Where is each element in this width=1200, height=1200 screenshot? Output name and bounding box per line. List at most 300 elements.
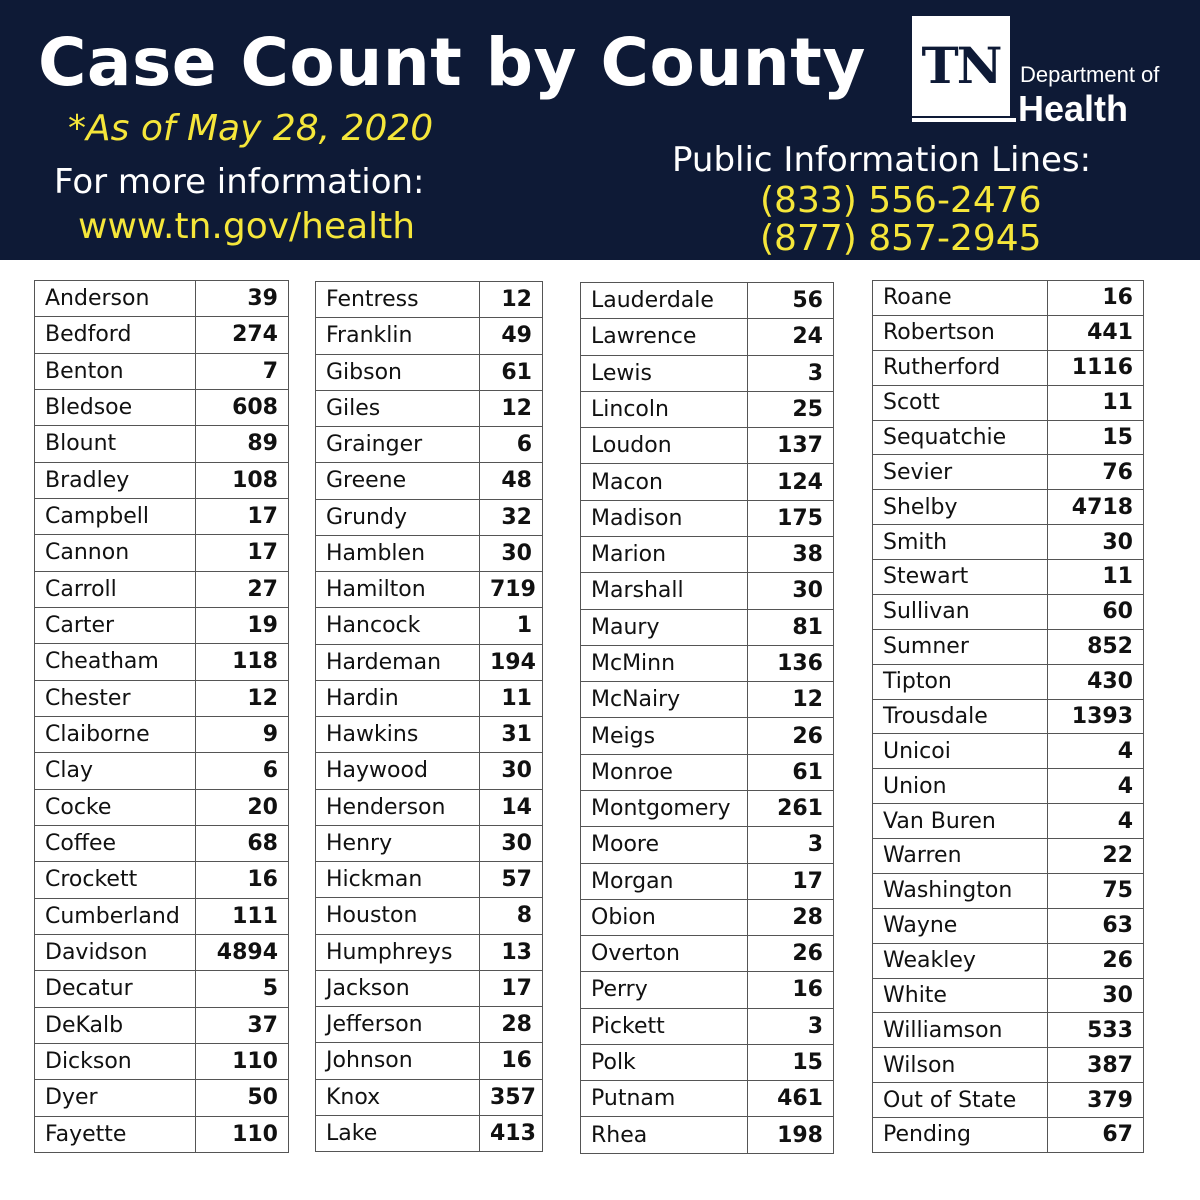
- table-row: [581, 464, 834, 500]
- table-row: [873, 1118, 1144, 1153]
- county-name: Dyer: [35, 1080, 196, 1116]
- county-name: Smith: [873, 525, 1048, 560]
- case-count: 3: [748, 827, 834, 863]
- case-count: 13: [480, 934, 543, 970]
- table-row: [581, 936, 834, 972]
- case-count: 27: [196, 571, 289, 607]
- county-name: Madison: [581, 500, 748, 536]
- table-row: [581, 609, 834, 645]
- case-count: 17: [196, 498, 289, 534]
- county-name: Hamilton: [316, 572, 480, 608]
- county-name: Lauderdale: [581, 283, 748, 319]
- county-name: Houston: [316, 898, 480, 934]
- county-name: Hamblen: [316, 535, 480, 571]
- case-count: 30: [480, 753, 543, 789]
- case-count: 12: [480, 390, 543, 426]
- case-count: 533: [1048, 1013, 1144, 1048]
- case-count: 26: [748, 718, 834, 754]
- county-name: Putnam: [581, 1081, 748, 1117]
- case-count: 81: [748, 609, 834, 645]
- case-count: 1: [480, 608, 543, 644]
- case-count: 110: [196, 1043, 289, 1079]
- county-name: Haywood: [316, 753, 480, 789]
- county-name: Macon: [581, 464, 748, 500]
- table-row: [581, 827, 834, 863]
- table-row: [316, 680, 543, 716]
- table-row: [35, 353, 289, 389]
- table-row: [316, 644, 543, 680]
- county-name: Bedford: [35, 317, 196, 353]
- county-name: Gibson: [316, 354, 480, 390]
- table-row: [873, 525, 1144, 560]
- logo-underline: [912, 118, 1016, 122]
- county-name: Lewis: [581, 355, 748, 391]
- case-count: 60: [1048, 594, 1144, 629]
- table-row: [316, 572, 543, 608]
- table-row: [581, 391, 834, 427]
- case-count: 17: [480, 970, 543, 1006]
- case-count: 28: [748, 899, 834, 935]
- county-name: Bradley: [35, 462, 196, 498]
- county-name: Warren: [873, 839, 1048, 874]
- table-row: [35, 789, 289, 825]
- table-row: [35, 753, 289, 789]
- table-row: [873, 873, 1144, 908]
- county-name: Clay: [35, 753, 196, 789]
- county-name: Wayne: [873, 908, 1048, 943]
- table-row: [35, 898, 289, 934]
- case-count: 124: [748, 464, 834, 500]
- table-row: [581, 682, 834, 718]
- case-count: 24: [748, 319, 834, 355]
- table-row: [35, 680, 289, 716]
- table-row: [873, 769, 1144, 804]
- case-count: 48: [480, 463, 543, 499]
- table-row: [873, 1013, 1144, 1048]
- county-name: White: [873, 978, 1048, 1013]
- case-count: 274: [196, 317, 289, 353]
- county-name: Pending: [873, 1118, 1048, 1153]
- health-label: Health: [1018, 88, 1129, 129]
- county-name: DeKalb: [35, 1007, 196, 1043]
- county-name: Sequatchie: [873, 420, 1048, 455]
- county-name: Loudon: [581, 428, 748, 464]
- table-row: [581, 428, 834, 464]
- case-count: 3: [748, 355, 834, 391]
- table-row: [35, 644, 289, 680]
- table-row: [873, 699, 1144, 734]
- county-name: Van Buren: [873, 804, 1048, 839]
- table-row: [873, 804, 1144, 839]
- case-count: 461: [748, 1081, 834, 1117]
- county-name: Benton: [35, 353, 196, 389]
- case-count: 9: [196, 716, 289, 752]
- county-name: Jackson: [316, 970, 480, 1006]
- phone-number-1[interactable]: (833) 556-2476: [760, 180, 1042, 221]
- case-count: 198: [748, 1117, 834, 1153]
- table-row: [873, 594, 1144, 629]
- county-name: Sumner: [873, 629, 1048, 664]
- table-row: [35, 462, 289, 498]
- table-row: [873, 978, 1144, 1013]
- table-row: [873, 490, 1144, 525]
- county-name: Shelby: [873, 490, 1048, 525]
- county-name: Henderson: [316, 789, 480, 825]
- case-count: 68: [196, 825, 289, 861]
- table-row: [581, 1008, 834, 1044]
- county-table-2: [315, 281, 543, 1152]
- county-name: Giles: [316, 390, 480, 426]
- table-row: [581, 972, 834, 1008]
- county-name: Lawrence: [581, 319, 748, 355]
- table-row: [873, 734, 1144, 769]
- table-row: [581, 790, 834, 826]
- county-name: Hancock: [316, 608, 480, 644]
- case-count: 852: [1048, 629, 1144, 664]
- table-row: [35, 317, 289, 353]
- case-count: 39: [196, 281, 289, 317]
- county-table-3: [580, 282, 834, 1154]
- county-name: Hardin: [316, 680, 480, 716]
- case-count: 4718: [1048, 490, 1144, 525]
- case-count: 175: [748, 500, 834, 536]
- table-row: [873, 664, 1144, 699]
- county-name: Moore: [581, 827, 748, 863]
- case-count: 111: [196, 898, 289, 934]
- table-row: [316, 898, 543, 934]
- county-name: Perry: [581, 972, 748, 1008]
- case-count: 56: [748, 283, 834, 319]
- table-row: [316, 354, 543, 390]
- case-count: 15: [1048, 420, 1144, 455]
- table-row: [316, 318, 543, 354]
- county-name: Franklin: [316, 318, 480, 354]
- case-count: 261: [748, 790, 834, 826]
- case-count: 6: [480, 427, 543, 463]
- table-row: [35, 1080, 289, 1116]
- table-row: [873, 560, 1144, 595]
- case-count: 15: [748, 1044, 834, 1080]
- tn-logo-icon: [912, 16, 1010, 116]
- table-row: [316, 753, 543, 789]
- county-name: Obion: [581, 899, 748, 935]
- case-count: 11: [1048, 560, 1144, 595]
- case-count: 5: [196, 971, 289, 1007]
- case-count: 38: [748, 536, 834, 572]
- table-row: [581, 1117, 834, 1153]
- case-count: 4: [1048, 804, 1144, 839]
- case-count: 16: [748, 972, 834, 1008]
- case-count: 8: [480, 898, 543, 934]
- table-row: [581, 319, 834, 355]
- table-row: [316, 282, 543, 318]
- table-row: [316, 608, 543, 644]
- county-name: Weakley: [873, 943, 1048, 978]
- case-count: 108: [196, 462, 289, 498]
- case-count: 17: [748, 863, 834, 899]
- case-count: 32: [480, 499, 543, 535]
- case-count: 16: [1048, 281, 1144, 316]
- table-row: [581, 1081, 834, 1117]
- county-name: Tipton: [873, 664, 1048, 699]
- county-name: Pickett: [581, 1008, 748, 1044]
- table-row: [873, 420, 1144, 455]
- public-info-label: Public Information Lines:: [672, 140, 1092, 180]
- county-name: Coffee: [35, 825, 196, 861]
- county-name: Humphreys: [316, 934, 480, 970]
- table-row: [35, 825, 289, 861]
- county-name: Robertson: [873, 315, 1048, 350]
- table-row: [35, 934, 289, 970]
- table-row: [316, 1007, 543, 1043]
- county-name: Marion: [581, 536, 748, 572]
- header-banner: [0, 0, 1200, 260]
- website-link[interactable]: www.tn.gov/health: [78, 206, 416, 247]
- county-name: Unicoi: [873, 734, 1048, 769]
- case-count: 76: [1048, 455, 1144, 490]
- table-row: [873, 908, 1144, 943]
- table-row: [35, 498, 289, 534]
- table-row: [581, 899, 834, 935]
- table-row: [35, 535, 289, 571]
- case-count: 28: [480, 1007, 543, 1043]
- case-count: 4: [1048, 734, 1144, 769]
- case-count: 75: [1048, 873, 1144, 908]
- county-name: Union: [873, 769, 1048, 804]
- table-row: [873, 281, 1144, 316]
- table-row: [316, 717, 543, 753]
- county-name: Blount: [35, 426, 196, 462]
- county-name: Lake: [316, 1115, 480, 1151]
- case-count: 413: [480, 1115, 543, 1151]
- case-count: 16: [480, 1043, 543, 1079]
- county-name: Trousdale: [873, 699, 1048, 734]
- table-row: [873, 455, 1144, 490]
- county-name: Lincoln: [581, 391, 748, 427]
- case-count: 61: [480, 354, 543, 390]
- county-name: Sevier: [873, 455, 1048, 490]
- phone-number-2[interactable]: (877) 857-2945: [760, 218, 1042, 259]
- county-name: Crockett: [35, 862, 196, 898]
- table-row: [581, 645, 834, 681]
- table-row: [873, 839, 1144, 874]
- county-name: Marshall: [581, 573, 748, 609]
- county-name: Maury: [581, 609, 748, 645]
- case-count: 11: [1048, 385, 1144, 420]
- case-count: 118: [196, 644, 289, 680]
- case-count: 1116: [1048, 350, 1144, 385]
- table-row: [35, 1007, 289, 1043]
- table-row: [35, 571, 289, 607]
- case-count: 379: [1048, 1083, 1144, 1118]
- county-name: McNairy: [581, 682, 748, 718]
- county-name: Rhea: [581, 1117, 748, 1153]
- table-row: [873, 385, 1144, 420]
- case-count: 89: [196, 426, 289, 462]
- table-row: [581, 718, 834, 754]
- county-name: Grainger: [316, 427, 480, 463]
- case-count: 61: [748, 754, 834, 790]
- case-count: 12: [196, 680, 289, 716]
- county-name: Washington: [873, 873, 1048, 908]
- case-count: 20: [196, 789, 289, 825]
- table-row: [35, 281, 289, 317]
- table-row: [316, 1115, 543, 1151]
- table-row: [581, 1044, 834, 1080]
- case-count: 50: [196, 1080, 289, 1116]
- case-count: 26: [748, 936, 834, 972]
- table-row: [316, 825, 543, 861]
- county-name: Claiborne: [35, 716, 196, 752]
- case-count: 4: [1048, 769, 1144, 804]
- case-count: 30: [480, 825, 543, 861]
- table-row: [316, 463, 543, 499]
- case-count: 430: [1048, 664, 1144, 699]
- logo-text: TN: [921, 36, 1001, 95]
- case-count: 25: [748, 391, 834, 427]
- county-name: Dickson: [35, 1043, 196, 1079]
- case-count: 194: [480, 644, 543, 680]
- case-count: 14: [480, 789, 543, 825]
- table-row: [316, 970, 543, 1006]
- case-count: 30: [1048, 978, 1144, 1013]
- county-name: Cannon: [35, 535, 196, 571]
- county-name: Fentress: [316, 282, 480, 318]
- county-name: Carroll: [35, 571, 196, 607]
- county-name: Scott: [873, 385, 1048, 420]
- case-count: 7: [196, 353, 289, 389]
- county-name: Davidson: [35, 934, 196, 970]
- table-row: [316, 1043, 543, 1079]
- county-name: Grundy: [316, 499, 480, 535]
- county-name: Wilson: [873, 1048, 1048, 1083]
- table-row: [316, 1079, 543, 1115]
- case-count: 6: [196, 753, 289, 789]
- county-name: Polk: [581, 1044, 748, 1080]
- department-label: Department of: [1020, 62, 1160, 87]
- county-name: Meigs: [581, 718, 748, 754]
- case-count: 30: [1048, 525, 1144, 560]
- county-name: Hawkins: [316, 717, 480, 753]
- case-count: 22: [1048, 839, 1144, 874]
- county-name: Overton: [581, 936, 748, 972]
- case-count: 63: [1048, 908, 1144, 943]
- case-count: 3: [748, 1008, 834, 1044]
- county-name: Rutherford: [873, 350, 1048, 385]
- page-title: Case Count by County: [38, 24, 866, 101]
- case-count: 26: [1048, 943, 1144, 978]
- table-row: [35, 862, 289, 898]
- table-row: [35, 426, 289, 462]
- case-count: 441: [1048, 315, 1144, 350]
- county-name: Sullivan: [873, 594, 1048, 629]
- table-row: [35, 1043, 289, 1079]
- county-table-1: [34, 280, 289, 1153]
- table-row: [316, 499, 543, 535]
- county-name: Greene: [316, 463, 480, 499]
- case-count: 719: [480, 572, 543, 608]
- case-count: 49: [480, 318, 543, 354]
- county-table-4: [872, 280, 1144, 1153]
- table-row: [873, 629, 1144, 664]
- county-name: Fayette: [35, 1116, 196, 1152]
- county-name: Henry: [316, 825, 480, 861]
- table-row: [316, 427, 543, 463]
- county-name: Carter: [35, 607, 196, 643]
- table-row: [581, 536, 834, 572]
- table-row: [581, 754, 834, 790]
- case-count: 57: [480, 862, 543, 898]
- as-of-date: *As of May 28, 2020: [68, 108, 434, 149]
- table-row: [316, 535, 543, 571]
- county-name: Knox: [316, 1079, 480, 1115]
- table-row: [35, 389, 289, 425]
- case-count: 12: [480, 282, 543, 318]
- case-count: 19: [196, 607, 289, 643]
- table-row: [581, 355, 834, 391]
- table-row: [873, 1083, 1144, 1118]
- county-name: Decatur: [35, 971, 196, 1007]
- county-name: Cumberland: [35, 898, 196, 934]
- county-name: Campbell: [35, 498, 196, 534]
- table-row: [35, 971, 289, 1007]
- case-count: 110: [196, 1116, 289, 1152]
- table-row: [35, 716, 289, 752]
- table-row: [316, 934, 543, 970]
- county-name: Out of State: [873, 1083, 1048, 1118]
- county-name: Hickman: [316, 862, 480, 898]
- county-name: Cheatham: [35, 644, 196, 680]
- county-name: Johnson: [316, 1043, 480, 1079]
- case-count: 4894: [196, 934, 289, 970]
- case-count: 30: [748, 573, 834, 609]
- table-row: [873, 315, 1144, 350]
- county-name: Chester: [35, 680, 196, 716]
- table-row: [316, 789, 543, 825]
- county-name: Hardeman: [316, 644, 480, 680]
- case-count: 357: [480, 1079, 543, 1115]
- case-count: 11: [480, 680, 543, 716]
- county-name: Montgomery: [581, 790, 748, 826]
- county-name: McMinn: [581, 645, 748, 681]
- table-row: [316, 390, 543, 426]
- table-row: [316, 862, 543, 898]
- county-name: Bledsoe: [35, 389, 196, 425]
- table-row: [35, 607, 289, 643]
- case-count: 12: [748, 682, 834, 718]
- case-count: 387: [1048, 1048, 1144, 1083]
- table-row: [581, 573, 834, 609]
- case-count: 16: [196, 862, 289, 898]
- more-info-label: For more information:: [54, 162, 425, 202]
- table-row: [873, 943, 1144, 978]
- case-count: 31: [480, 717, 543, 753]
- table-row: [581, 863, 834, 899]
- county-name: Cocke: [35, 789, 196, 825]
- case-count: 30: [480, 535, 543, 571]
- case-count: 136: [748, 645, 834, 681]
- case-count: 17: [196, 535, 289, 571]
- table-row: [873, 350, 1144, 385]
- county-name: Roane: [873, 281, 1048, 316]
- case-count: 137: [748, 428, 834, 464]
- table-row: [35, 1116, 289, 1152]
- table-row: [581, 500, 834, 536]
- case-count: 67: [1048, 1118, 1144, 1153]
- county-name: Williamson: [873, 1013, 1048, 1048]
- county-name: Morgan: [581, 863, 748, 899]
- case-count: 37: [196, 1007, 289, 1043]
